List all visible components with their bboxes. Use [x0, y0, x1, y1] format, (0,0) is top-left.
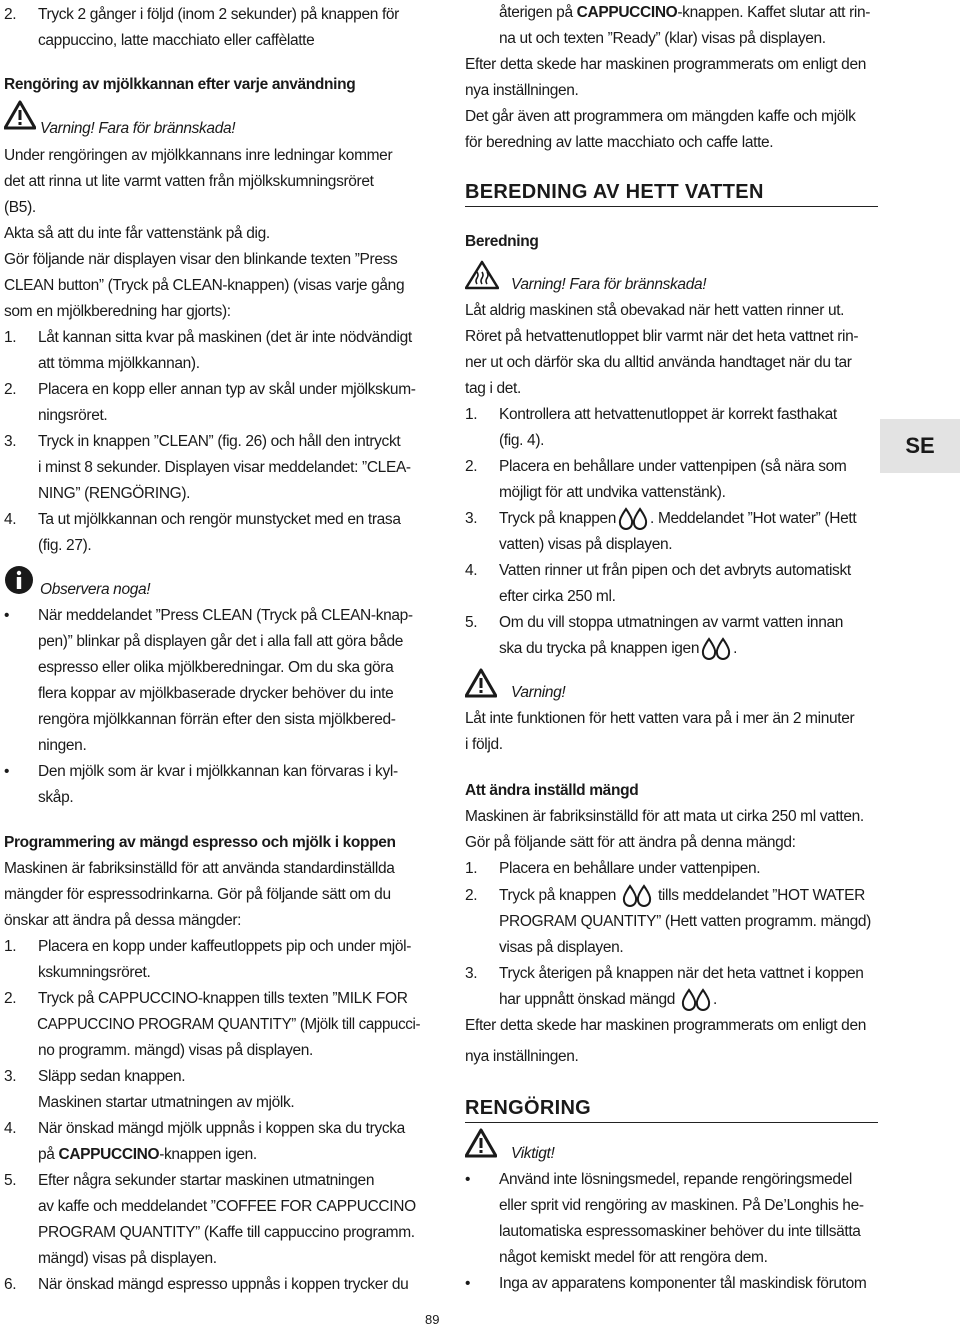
list-item-cont: Maskinen startar utmatningen av mjölk.: [38, 1094, 295, 1111]
paragraph-line: Gör på följande sätt för att ändra på denna mängd:: [465, 834, 796, 851]
section-title: RENGÖRING: [465, 1094, 878, 1123]
subsection-heading: Beredning: [465, 233, 539, 250]
list-item: 2. Placera en behållare under vattenpipen (så nära som: [465, 458, 847, 475]
list-item: 3. Släpp sedan knappen.: [4, 1068, 186, 1085]
list-item-cont: på CAPPUCCINO-knappen igen.: [38, 1146, 257, 1163]
hot-water-button-icon: [620, 884, 654, 908]
bullet-item: • När meddelandet ”Press CLEAN (Tryck på CLEAN-knap-: [4, 607, 413, 624]
bullet-cont: lautomatiska espressomaskiner behöver du inte tillsätta: [499, 1223, 861, 1240]
list-item-cont: av kaffe och meddelandet ”COFFEE FOR CAPPUCCINO: [38, 1198, 416, 1215]
list-item-cont: no programm. mängd) visas på displayen.: [38, 1042, 313, 1059]
paragraph-line: som en mjölkberedning har gjorts):: [4, 303, 231, 320]
section-heading: Rengöring av mjölkkannan efter varje användning: [4, 76, 356, 93]
paragraph-line: nya inställningen.: [465, 1048, 579, 1065]
paragraph-line: Under rengöringen av mjölkkannans inre ledningar kommer: [4, 147, 393, 164]
bullet-cont: något kemiskt medel för att rengöra dem.: [499, 1249, 768, 1266]
paragraph-line: tag i det.: [465, 380, 521, 397]
list-item: 3. Tryck återigen på knappen när det heta vattnet i koppen: [465, 965, 864, 982]
bullet-cont: pen)” blinkar på displayen går det i alla fall att göra både: [38, 633, 404, 650]
list-item-cont: PROGRAM QUANTITY” (Kaffe till cappuccino programm.: [38, 1224, 415, 1241]
hot-surface-warning-icon: [465, 260, 499, 290]
list-item-cont: visas på displayen.: [499, 939, 624, 956]
paragraph-line: Röret på hetvattenutloppet blir varmt när det heta vattnet rin-: [465, 328, 859, 345]
paragraph-line: nya inställningen.: [465, 82, 579, 99]
list-item-cont: ska du trycka på knappen igen .: [465, 636, 880, 662]
list-item: 2. Tryck på CAPPUCCINO-knappen tills texten ”MILK FOR: [4, 990, 408, 1007]
paragraph-line: (B5).: [4, 199, 36, 216]
list-item-cont: vatten) visas på displayen.: [499, 536, 673, 553]
paragraph-line: mängder för espressodrinkarna. Gör på följande sätt om du: [4, 886, 391, 903]
list-item-cont: återigen på CAPPUCCINO-knappen. Kaffet slutar att rin-: [499, 4, 871, 21]
language-tab: SE: [880, 419, 960, 473]
section-heading: Programmering av mängd espresso och mjölk i koppen: [4, 834, 396, 851]
warning-triangle-icon: [465, 668, 497, 698]
list-item: 1. Placera en kopp under kaffeutloppets pip och under mjöl-: [4, 938, 412, 955]
info-icon: [4, 565, 34, 595]
list-item-cont: ningsröret.: [38, 407, 108, 424]
list-item-cont: NING” (RENGÖRING).: [38, 485, 191, 502]
list-item: 1. Kontrollera att hetvattenutloppet är korrekt fasthakat: [465, 406, 837, 423]
paragraph-line: Efter detta skede har maskinen programmerats om enligt den: [465, 1017, 866, 1034]
list-item-cont: möjligt för att undvika vattenstänk).: [499, 484, 726, 501]
paragraph-line: för beredning av latte macchiato och caffe latte.: [465, 134, 774, 151]
paragraph-line: Maskinen är fabriksinställd för att använda standardinställda: [4, 860, 395, 877]
list-item: 5. Efter några sekunder startar maskinen utmatningen: [4, 1172, 375, 1189]
warning-text: Viktigt!: [511, 1145, 555, 1162]
list-item-cont: (fig. 27).: [38, 537, 92, 554]
list-item-cont: CAPPUCCINO PROGRAM QUANTITY” (Mjölk till cappucci-: [37, 1016, 421, 1033]
bullet-item: • Inga av apparatens komponenter tål maskindisk förutom: [465, 1275, 867, 1292]
warning-text: Varning!: [511, 684, 566, 701]
hot-water-button-icon: [699, 637, 733, 661]
paragraph-line: det att rinna ut lite varmt vatten från mjölkskumningsröret: [4, 173, 374, 190]
list-item-cont: cappuccino, latte macchiato eller caffèlatte: [38, 32, 315, 49]
paragraph-line: Det går även att programmera om mängden kaffe och mjölk: [465, 108, 856, 125]
paragraph-line: i följd.: [465, 736, 503, 753]
list-item: 4. När önskad mängd mjölk uppnås i koppen ska du trycka: [4, 1120, 405, 1137]
info-heading: Observera noga!: [40, 581, 151, 598]
warning-triangle-icon: [4, 100, 36, 130]
paragraph-line: Maskinen är fabriksinställd för att mata ut cirka 250 ml vatten.: [465, 808, 864, 825]
list-item: 2. Placera en kopp eller annan typ av skål under mjölkskum-: [4, 381, 416, 398]
bullet-item: • Den mjölk som är kvar i mjölkkannan kan förvaras i kyl-: [4, 763, 398, 780]
paragraph-line: CLEAN button” (Tryck på CLEAN-knappen) (visas varje gång: [4, 277, 405, 294]
paragraph-line: Efter detta skede har maskinen programmerats om enligt den: [465, 56, 866, 73]
bullet-cont: ningen.: [38, 737, 87, 754]
list-item: 3. Tryck på knappen . Meddelandet ”Hot water” (Hett: [465, 506, 880, 532]
list-item: 6. När önskad mängd espresso uppnås i koppen trycker du: [4, 1276, 409, 1293]
page-number: 89: [425, 1312, 440, 1327]
bullet-cont: flera koppar av mjölkbaserade drycker behöver du inte: [38, 685, 394, 702]
bullet-cont: skåp.: [38, 789, 74, 806]
warning-text: Varning! Fara för brännskada!: [40, 120, 236, 137]
list-item: 1. Låt kannan sitta kvar på maskinen (det är inte nödvändigt: [4, 329, 412, 346]
warning-text: Varning! Fara för brännskada!: [511, 276, 707, 293]
bullet-item: • Använd inte lösningsmedel, repande rengöringsmedel: [465, 1171, 853, 1188]
bullet-cont: espresso eller olika mjölkberedningar. Om du ska göra: [38, 659, 394, 676]
paragraph-line: ner ut och därför ska du alltid använda handtaget när du tar: [465, 354, 852, 371]
section-title: BEREDNING AV HETT VATTEN: [465, 178, 878, 207]
list-item-cont: kskumningsröret.: [38, 964, 151, 981]
list-item-cont: PROGRAM QUANTITY” (Hett vatten programm. mängd): [499, 913, 871, 930]
hot-water-button-icon: [679, 988, 713, 1012]
list-item: 4. Ta ut mjölkkannan och rengör munstycket med en trasa: [4, 511, 401, 528]
paragraph-line: Låt aldrig maskinen stå obevakad när hett vatten rinner ut.: [465, 302, 845, 319]
list-item-cont: (fig. 4).: [499, 432, 545, 449]
list-item-cont: na ut och texten ”Ready” (klar) visas på displayen.: [499, 30, 826, 47]
warning-triangle-icon: [465, 1128, 497, 1158]
hot-water-button-icon: [616, 507, 650, 531]
bullet-cont: rengöra mjölkkannan förrän efter den sista mjölkbered-: [38, 711, 396, 728]
list-item: 5. Om du vill stoppa utmatningen av varmt vatten innan: [465, 614, 844, 631]
list-item-cont: efter cirka 250 ml.: [499, 588, 616, 605]
paragraph-line: Låt inte funktionen för hett vatten vara på i mer än 2 minuter: [465, 710, 855, 727]
list-item-cont: att tömma mjölkkannan).: [38, 355, 200, 372]
bullet-cont: eller sprit vid rengöring av maskinen. På De’Longhis he-: [499, 1197, 864, 1214]
list-item: 1. Placera en behållare under vattenpipen.: [465, 860, 761, 877]
list-item: 2. Tryck 2 gånger i följd (inom 2 sekunder) på knappen för: [4, 6, 399, 23]
list-item-cont: mängd) visas på displayen.: [38, 1250, 217, 1267]
paragraph-line: Gör följande när displayen visar den blinkande texten ”Press: [4, 251, 398, 268]
subsection-heading: Att ändra inställd mängd: [465, 782, 639, 799]
list-item-cont: i minst 8 sekunder. Displayen visar meddelandet: ”CLEA-: [38, 459, 411, 476]
paragraph-line: önskar att ändra på dessa mängder:: [4, 912, 242, 929]
list-item: 2. Tryck på knappen tills meddelandet ”HOT WATER: [465, 883, 880, 909]
paragraph-line: Akta så att du inte får vattenstänk på dig.: [4, 225, 270, 242]
list-item-cont: har uppnått önskad mängd .: [465, 987, 880, 1013]
list-item: 4. Vatten rinner ut från pipen och det avbryts automatiskt: [465, 562, 851, 579]
list-item: 3. Tryck in knappen ”CLEAN” (fig. 26) och håll den intryckt: [4, 433, 401, 450]
